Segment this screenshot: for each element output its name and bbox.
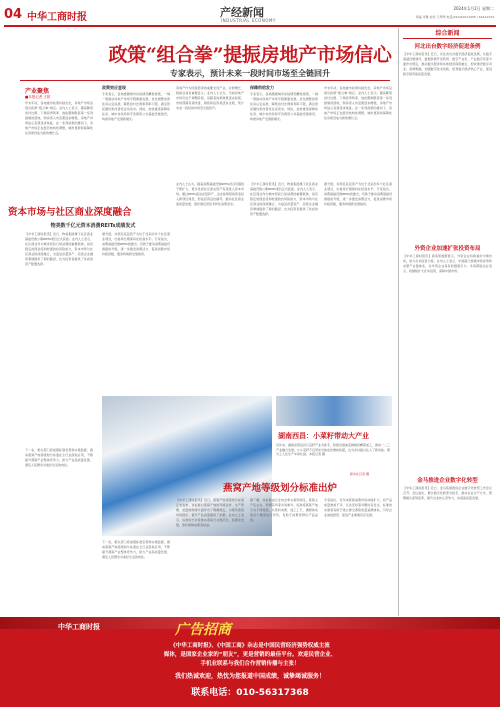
lead-headline: 政策“组合拳”提振房地产市场信心 — [108, 44, 392, 66]
section-title: 产经新闻 — [220, 6, 264, 19]
ad-logo: 中华工商时报 — [58, 623, 100, 631]
lead-col-4: 专家表示，各地根据城市实际情况精准施策，一城一策推动房地产市场平稳健康发展。优化调整首套住房认定标准，降低首付比例和利率下限，满足居民刚性和改善性住房需求。同时，加快推进保障性住房、城中村改造和平急两用公共基础设施建设，构建房地产发展新模式。 — [250, 92, 318, 121]
second-col-2: 据介绍，该项目底层资产为位于北京的多个社区商业项目，出租率长期保持在较高水平。专家指出，消费基础设施REITs的推出，有助于推动消费基础设施提质升级，进一步激发消费活力，促进消费市场持续回暖，服务构建新发展格局。 — [102, 232, 170, 256]
right-article-1-title: 河北出台数字经济促进条例 — [414, 44, 481, 50]
third-headline: 燕窝产地等级划分标准出炉 — [222, 483, 337, 494]
right-column-head: 综合新闻 — [403, 30, 492, 39]
editor-info: 责编 李雅 校对 王琴琴 电话(010)61611995 / 61611234 — [415, 15, 494, 19]
right-article-2-body: 【中华工商时报讯】商务部数据显示，外资企业持续看好中国市场，加大在华投资力度。业内人士表示，中国超大规模市场优势和完整产业链体系，对外资企业具有较强吸引力。多家跨国企业表示，将继续扩大在华投资，深耕中国市场。 — [403, 254, 492, 273]
ad-line-4: 我们热诚欢迎，热忱为您报道中国成绩，诚挚竭诚服务！ — [174, 673, 325, 680]
lead-col-1: 岁末年初，各地楼市政策持续优化，房地产市场呈现出政策“组合拳”效应。业内人士表示，随着降低首付比例、下调房贷利率、放松限购限售等一系列措施的落地，购房者入市意愿逐步增强，房地产市场信心有望逐步恢复。在一系列政策的推动下，房地产市场正在经历结构性调整，城市更新和保障性住房建设成为新的增长点。 — [25, 101, 93, 135]
third-col-2: 据了解，该标准由行业协会牵头组织制定，燕窝主产区企业、科研院所等共同参与。标准将燕窝产地分为不同等级，从原料来源、加工工艺、溯源体系等多个维度进行评价，有助于消费者辨识产品品质。 — [250, 498, 318, 522]
second-col-4: 【中华工商时报讯】近日，物美集团旗下社区商业基础设施公募REITs项目正式获批。业内人士表示，社区商业作为城市居民日常消费的重要载体，具有稳定的现金流和较强的抗风险能力，资本市场与社区商业的深度融合，为盘活存量资产、拓宽企业融资渠道提供了新的路径，也为投资者提供了优质的资产配置选择。 — [250, 182, 318, 216]
third-col-1: 【中华工商时报讯】近日，燕窝产地等级划分标准正式发布。该标准对燕窝产地的环境条件、生产管理、质量控制等方面作出了明确规定，为规范燕窝市场秩序、提升产品质量提供了依据。业内人士表示，标准的出台将推动燕窝行业规范化、标准化发展，更好保障消费者权益。 — [176, 498, 244, 527]
ad-phone: 联系电话：010-56317368 — [191, 688, 309, 698]
ad-line-1: 《中华工商时报》、《中国工商》杂志是中国民营经济强势权威主流 — [170, 643, 330, 649]
photo-credit: 新华社记者 摄 — [350, 472, 369, 476]
right-article-3-title: 金马推进企业数字化转型 — [417, 478, 478, 484]
lead-subtitle-1: 政策效应显现 — [102, 85, 126, 90]
right-article-2-title: 外资企业加速扩张投资布局 — [414, 246, 481, 252]
second-col-3: 业内人士认为，随着消费基础设施REITs试点范围的不断扩大，更多优质社区商业资产有望进入资本市场。通过REITs盘活存量资产，企业能够回收资金投入新项目建设，形成投资良性循环，推动社区商业高质量发展，更好满足居民多样化消费需求。 — [176, 182, 244, 206]
lead-tag: 产业聚焦 — [25, 88, 50, 95]
second-subhead: 物美数千亿元资本消费REITs成绩发式 — [50, 223, 136, 229]
issue-date: 2024年1月2日 星期二 — [453, 6, 494, 11]
lead-byline: ■本报记者 王婷 — [25, 95, 51, 99]
second-col-1: 【中华工商时报讯】近日，物美集团旗下社区商业基础设施公募REITs项目正式获批。业内人士表示，社区商业作为城市居民日常消费的重要载体，具有稳定的现金流和较强的抗风险能力，资本市场与社区商业的深度融合，为盘活存量资产、拓宽企业融资渠道提供了新的路径，也为投资者提供了优质的资产配置选择。 — [25, 232, 93, 266]
ad-line-2: 媒体，是国家企业家的“朋友”，更是营销的最佳平台。欢迎民营企业、 — [163, 652, 337, 658]
advertisement-banner — [0, 617, 500, 707]
third-col-5: 下一步，相关部门将加强标准宣贯和实施监督，推动燕窝产地等级划分标准在全行业落地应用，不断提升燕窝产业整体竞争力，助力产业高质量发展，满足人民群众对美好生活的向往。 — [102, 540, 170, 559]
third-col-4: 下一步，相关部门将加强标准宣贯和实施监督，推动燕窝产地等级划分标准在全行业落地应用，不断提升燕窝产业整体竞争力，助力产业高质量发展，满足人民群众对美好生活的向往。 — [25, 448, 93, 467]
ad-line-3: 手机业联系与我们合作营销传播与主张！ — [200, 661, 300, 667]
page-number: 04 — [4, 7, 23, 22]
lead-col-2: 专家表示，各地根据城市实际情况精准施策，一城一策推动房地产市场平稳健康发展。优化调整首套住房认定标准，降低首付比例和利率下限，满足居民刚性和改善性住房需求。同时，加快推进保障性住房、城中村改造和平急两用公共基础设施建设，构建房地产发展新模式。 — [102, 92, 170, 121]
right-column — [398, 28, 496, 616]
lead-rule — [20, 80, 390, 81]
photo-title: 湖南西昌：小菜籽带动大产业 — [278, 432, 369, 440]
second-headline: 资本市场与社区商业深度融合 — [8, 207, 132, 218]
second-col-5: 据介绍，该项目底层资产为位于北京的多个社区商业项目，出租率长期保持在较高水平。专家指出，消费基础设施REITs的推出，有助于推动消费基础设施提质升级，进一步激发消费活力，促进消费市场持续回暖，服务构建新发展格局。 — [324, 182, 392, 206]
section-title-en: INDUSTRIAL ECONOMY — [221, 18, 276, 23]
photo-caption: 近年来，湖南省西昌县以菜籽产业为抓手，积极发展油菜种植和精深加工，推动一二三产业融合发展。小小菜籽不仅带动当地农民增收致富，也为乡村振兴注入了新动能。图为工人在生产车间忙碌。本报记者 摄 — [276, 443, 391, 456]
ad-title: 广告招商 — [175, 622, 231, 638]
lead-col-3: 房地产作为国民经济的重要支柱产业，对稳增长、稳就业具有重要意义。业内人士认为，当前房地产市场仍处于调整阶段，但随着政策效果逐步显现，市场预期有望改善，销售和投资将逐步企稳，预计未来一段时间市场至全链回升。 — [176, 86, 244, 110]
header-rule — [4, 25, 496, 27]
lead-subhead: 专家表示，预计未来一段时间市场至全链回升 — [170, 69, 330, 78]
lead-col-5: 岁末年初，各地楼市政策持续优化，房地产市场呈现出政策“组合拳”效应。业内人士表示，随着降低首付比例、下调房贷利率、放松限购限售等一系列措施的落地，购房者入市意愿逐步增强，房地产市场信心有望逐步恢复。在一系列政策的推动下，房地产市场正在经历结构性调整，城市更新和保障性住房建设成为新的增长点。 — [324, 86, 392, 120]
lead-subtitle-2: 保障供给发力 — [250, 85, 274, 90]
factory-photo-right — [276, 396, 392, 426]
third-col-3: 专家指出，近年来燕窝消费市场持续扩大，但产品质量参差不齐、以次充好等问题时有发生。标准的实施将有助于建立健全燕窝质量追溯体系，引导企业诚信经营，促进产业健康有序发展。 — [324, 498, 392, 517]
right-article-3-body: 【中华工商时报讯】近日，金马集团推进企业数字化转型工作会议召开。会议指出，要以数字化转型为抓手，推动企业生产方式、管理模式深刻变革，提升企业核心竞争力，实现高质量发展。 — [403, 486, 492, 500]
newspaper-logo: 中华工商时报 — [27, 12, 87, 23]
right-article-1-body: 【中华工商时报讯】近日，河北省出台数字经济促进条例，从数字基础设施建设、数据资源开发利用、数字产业化、产业数字化等方面作出规定，推动数字经济和实体经济深度融合，加快建设数字河北。条例明确，加强数字技术创新，培育数字经济核心产业，促进数字经济高质量发展。 — [403, 52, 492, 76]
